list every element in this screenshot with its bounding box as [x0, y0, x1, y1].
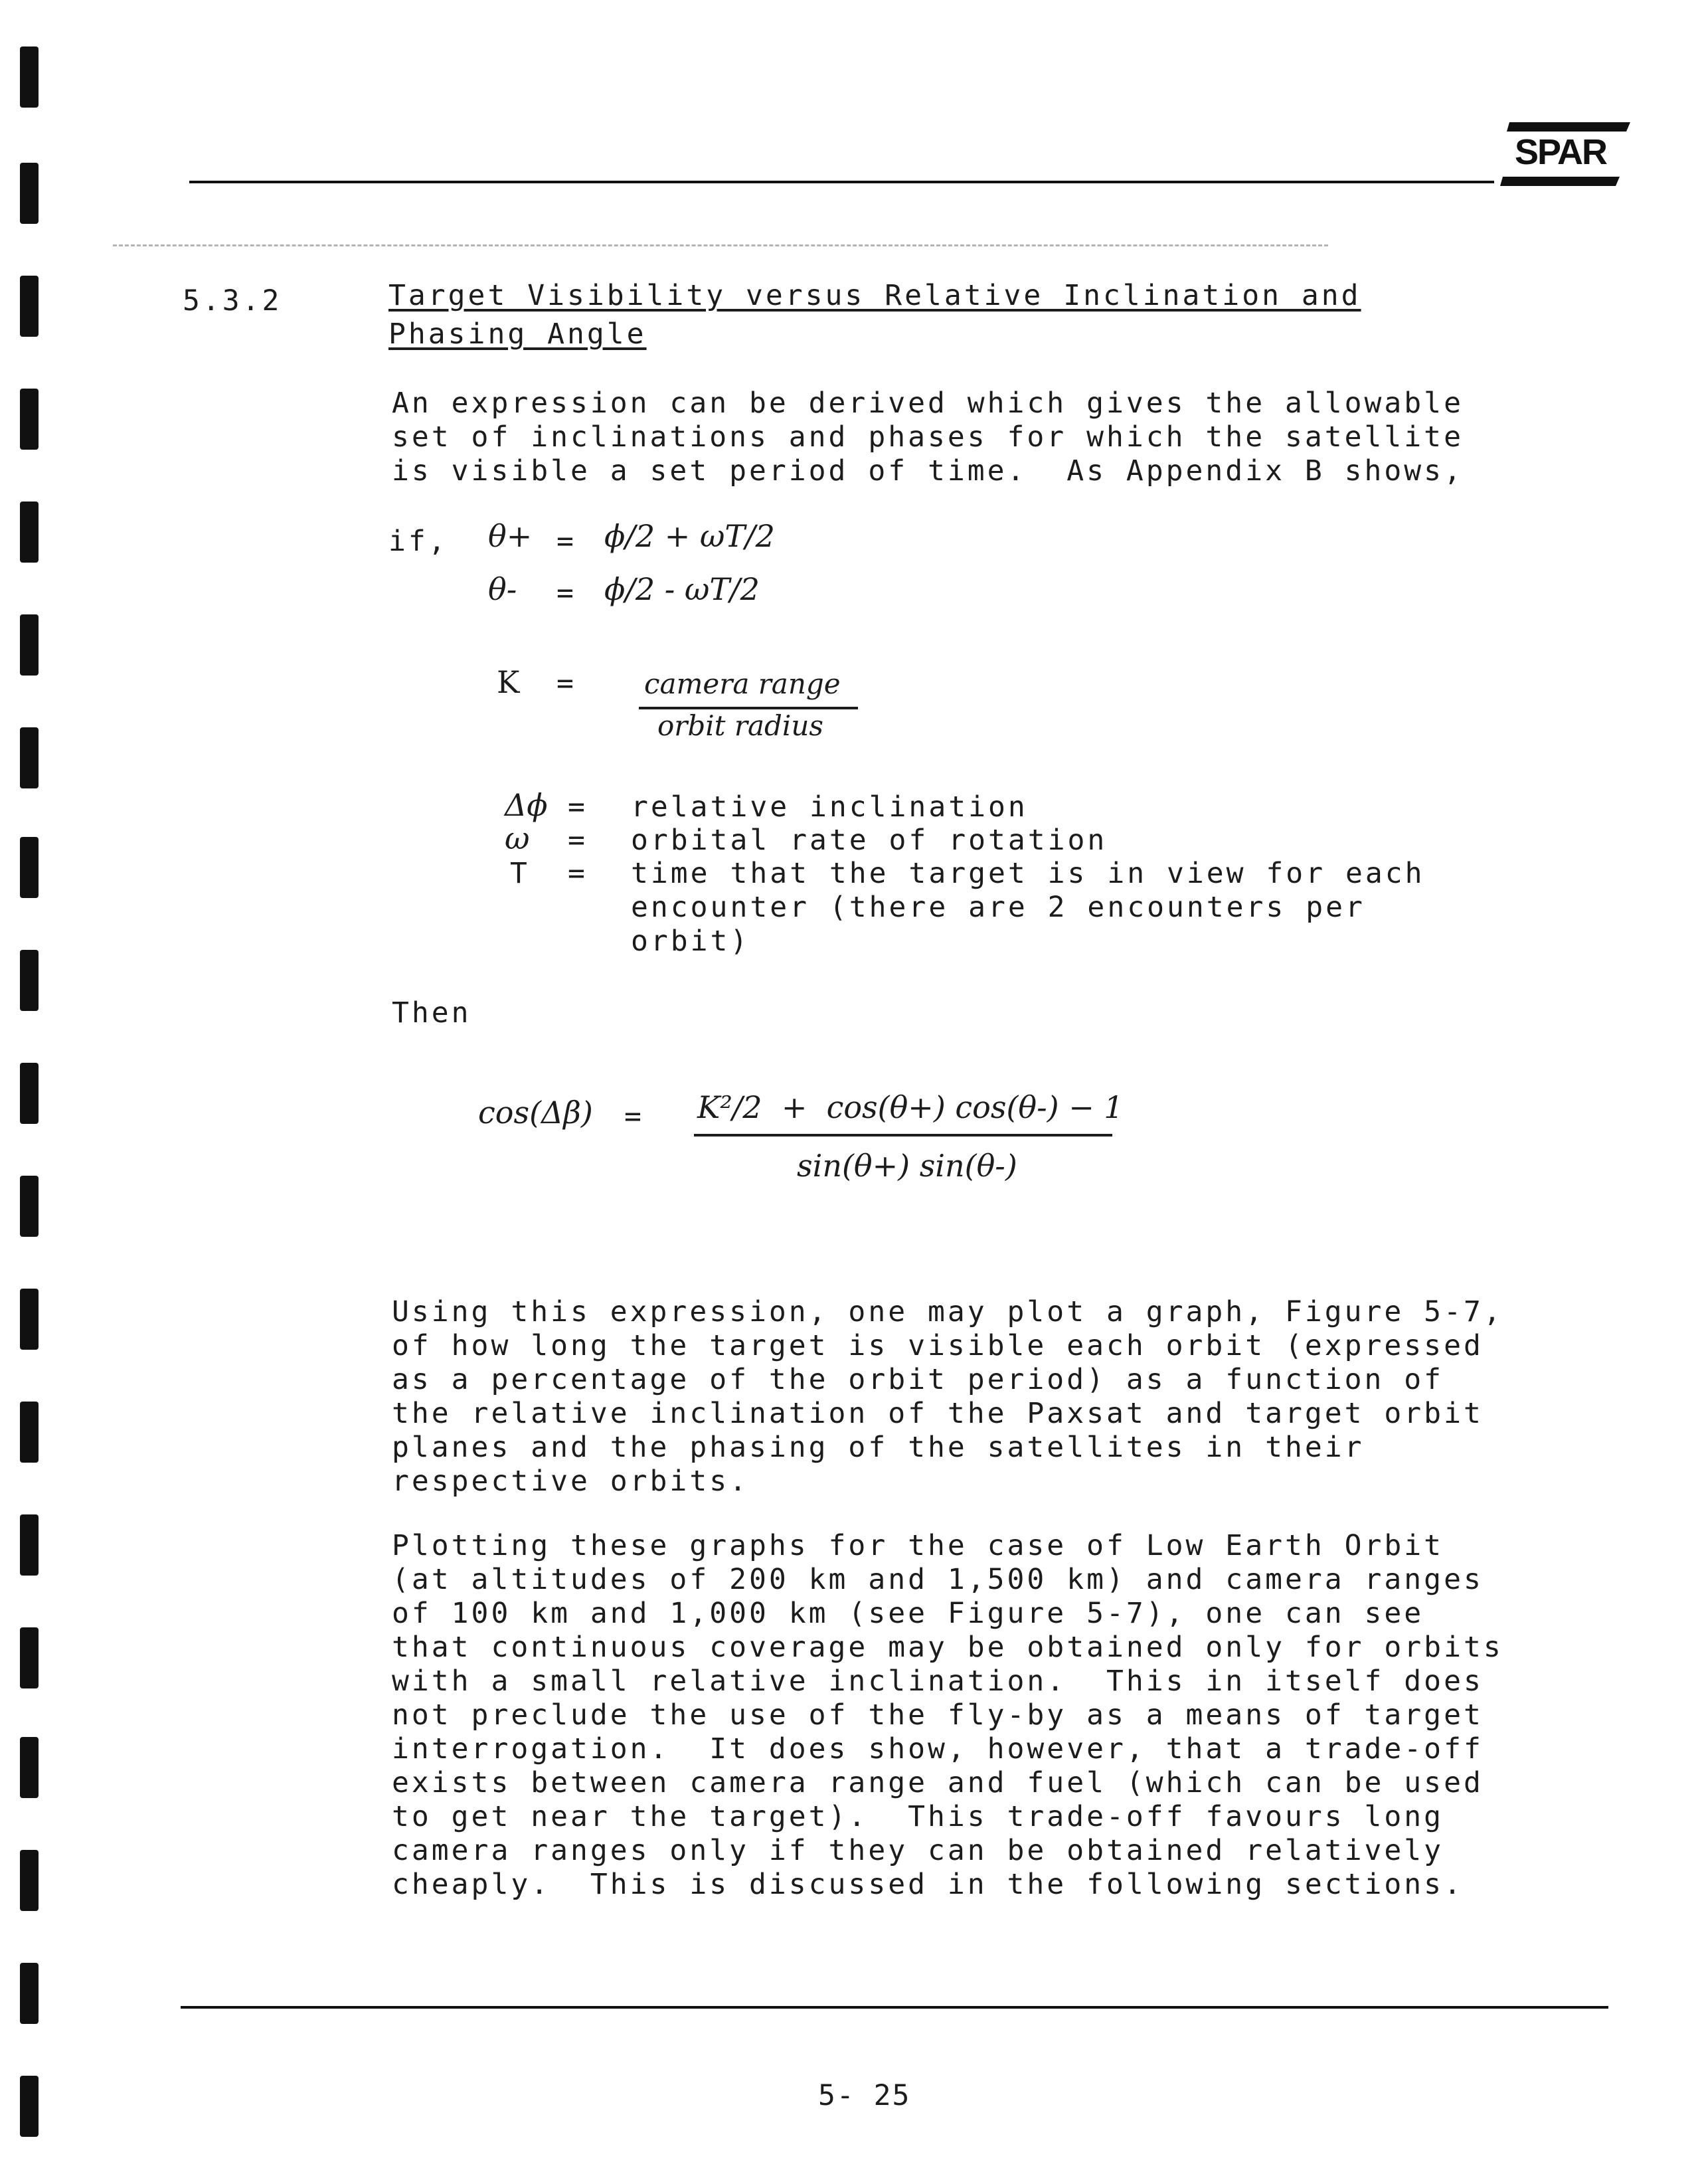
- text-line: interrogation. It does show, however, that a trade-off: [392, 1732, 1484, 1766]
- section-title-line-2: Phasing Angle: [388, 318, 647, 351]
- dphi-equals: =: [568, 790, 588, 824]
- if-label: if,: [388, 525, 448, 558]
- text-line: (at altitudes of 200 km and 1,500 km) and camera ranges: [392, 1563, 1484, 1596]
- theta-minus-equals: =: [556, 577, 576, 610]
- text-line: camera ranges only if they can be obtained relatively: [392, 1834, 1444, 1867]
- theta-plus-equals: =: [556, 525, 576, 558]
- binder-hole: [20, 46, 39, 108]
- text-line: Plotting these graphs for the case of Low Earth Orbit: [392, 1529, 1444, 1562]
- formula-fraction-bar: [694, 1134, 1112, 1137]
- section-title-line-1: Target Visibility versus Relative Inclination and: [388, 279, 1361, 312]
- k-denominator: orbit radius: [657, 709, 823, 742]
- text-line: encounter (there are 2 encounters per: [631, 891, 1365, 924]
- binder-hole: [20, 1850, 39, 1911]
- text-line: to get near the target). This trade-off favours long: [392, 1800, 1444, 1833]
- theta-plus-rhs: ϕ/2 + ωT/2: [604, 518, 775, 554]
- binder-hole: [20, 163, 39, 224]
- text-line: not preclude the use of the fly-by as a means of target: [392, 1698, 1484, 1732]
- then-label: Then: [392, 996, 471, 1030]
- formula-equals: =: [624, 1100, 644, 1133]
- header-rule: [189, 181, 1494, 183]
- text-line: of 100 km and 1,000 km (see Figure 5-7), one can see: [392, 1597, 1424, 1630]
- text-line: cheaply. This is discussed in the following sections.: [392, 1868, 1464, 1901]
- omega-equals: =: [568, 824, 588, 857]
- footer-rule: [181, 2006, 1608, 2009]
- t-equals: =: [568, 857, 588, 890]
- text-line: the relative inclination of the Paxsat and target orbit: [392, 1397, 1484, 1430]
- intro-paragraph: [392, 387, 1464, 488]
- binder-hole: [20, 389, 39, 450]
- text-line: orbit): [631, 925, 750, 958]
- dphi-text: relative inclination: [631, 790, 1028, 824]
- text-line: as a percentage of the orbit period) as a function of: [392, 1363, 1444, 1396]
- omega-symbol: ω: [505, 820, 530, 856]
- theta-minus-symbol: θ-: [488, 571, 517, 607]
- text-line: of how long the target is visible each orbit (expressed: [392, 1329, 1484, 1362]
- binder-hole: [20, 1402, 39, 1463]
- k-equals: =: [556, 667, 576, 700]
- text-line: respective orbits.: [392, 1465, 749, 1498]
- t-description: [631, 857, 1425, 958]
- scan-dash-line: [113, 244, 1328, 246]
- text-line: with a small relative inclination. This in itself does: [392, 1665, 1484, 1698]
- text-line: time that the target is in view for each: [631, 857, 1425, 890]
- t-symbol: T: [510, 857, 530, 890]
- binder-hole: [20, 1063, 39, 1124]
- paragraph-2: [392, 1529, 1503, 1902]
- omega-text: orbital rate of rotation: [631, 824, 1108, 857]
- binder-hole: [20, 276, 39, 337]
- text-line: is visible a set period of time. As Appendix B shows,: [392, 454, 1464, 488]
- binder-hole: [20, 1963, 39, 2024]
- formula-lhs: cos(Δβ): [478, 1095, 593, 1131]
- binder-hole: [20, 501, 39, 563]
- section-number: 5.3.2: [183, 284, 282, 318]
- text-line: exists between camera range and fuel (which can be used: [392, 1766, 1484, 1799]
- binder-hole: [20, 727, 39, 788]
- formula-numerator: K²/2 + cos(θ+) cos(θ-) − 1: [697, 1089, 1124, 1125]
- paragraph-1: [392, 1295, 1503, 1499]
- text-line: planes and the phasing of the satellites in their: [392, 1431, 1365, 1464]
- spar-logo: [1497, 114, 1630, 194]
- binder-hole: [20, 1737, 39, 1798]
- binder-hole: [20, 1514, 39, 1576]
- k-numerator: camera range: [644, 668, 841, 700]
- text-line: that continuous coverage may be obtained only for orbits: [392, 1631, 1503, 1664]
- dphi-symbol: Δϕ: [505, 787, 548, 823]
- binder-hole: [20, 614, 39, 676]
- text-line: Using this expression, one may plot a graph, Figure 5-7,: [392, 1295, 1503, 1328]
- binder-hole: [20, 2076, 39, 2137]
- formula-denominator: sin(θ+) sin(θ-): [797, 1148, 1017, 1184]
- page-number: 5- 25: [818, 2079, 911, 2112]
- text-line: set of inclinations and phases for which the satellite: [392, 420, 1464, 454]
- binder-hole: [20, 1176, 39, 1237]
- binder-hole: [20, 837, 39, 898]
- k-symbol: K: [497, 664, 520, 700]
- logo-text: SPAR: [1515, 132, 1607, 172]
- binder-hole: [20, 1627, 39, 1688]
- binder-hole: [20, 950, 39, 1011]
- theta-plus-symbol: θ+: [488, 518, 533, 554]
- text-line: An expression can be derived which gives the allowable: [392, 387, 1464, 420]
- theta-minus-rhs: ϕ/2 - ωT/2: [604, 571, 760, 607]
- binder-hole: [20, 1289, 39, 1350]
